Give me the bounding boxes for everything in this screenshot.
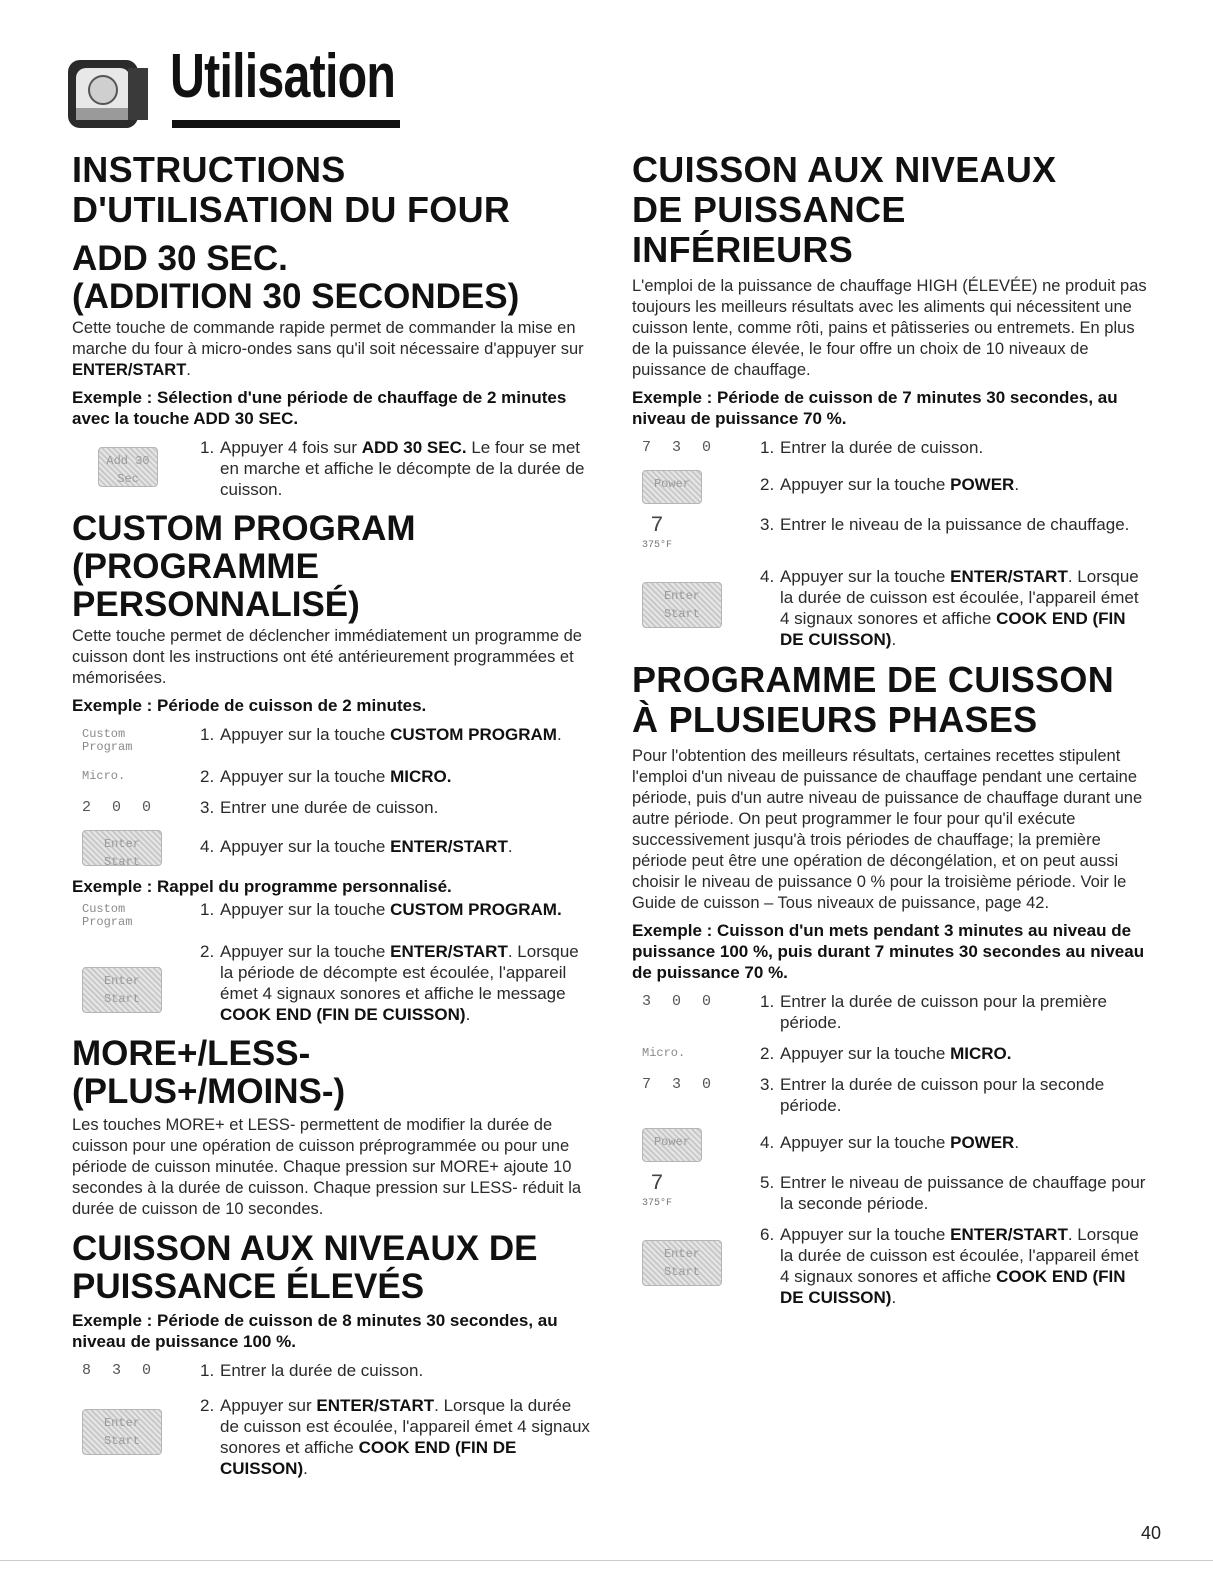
custom-body: Cette touche permet de déclencher immédiatement un programme de cuisson dont les instructions ont été antérieurement programmées et mémorisées. — [72, 627, 582, 687]
low-step-4: Enter Start 4. Appuyer sur la touche ENTER/START. Lorsque la durée de cuisson est écoulée, l'appareil émet 4 signaux sonores et affiche COOK END (FIN DE CUISSON). — [632, 566, 1152, 650]
custom-step-3: 2 0 0 3. Entrer une durée de cuisson. — [82, 798, 439, 817]
custom-title-line1: CUSTOM PROGRAM — [72, 509, 416, 548]
custom-example-2: Exemple : Rappel du programme personnalisé. — [72, 877, 452, 896]
multi-step-1: 3 0 0 1. Entrer la durée de cuisson pour la première période. — [642, 992, 1107, 1032]
low-step-2: Power 2. Appuyer sur la touche POWER. — [632, 468, 1152, 504]
enter-start-key-icon: Enter Start — [82, 967, 162, 1013]
multi-phase-title: PROGRAMME DE CUISSON À PLUSIEURS PHASES — [632, 659, 1115, 740]
high-power-example: Exemple : Période de cuisson de 8 minutes 30 secondes, au niveau de puissance 100 %. — [72, 1311, 558, 1351]
bottom-divider — [0, 1560, 1213, 1561]
enter-start-key-icon: Enter Start — [82, 830, 162, 866]
page-title: Utilisation — [170, 42, 396, 111]
custom-program-key-icon: Custom Program — [82, 902, 133, 929]
custom-example-1: Exemple : Période de cuisson de 2 minutes. — [72, 696, 427, 715]
custom-step-1: Custom Program 1. Appuyer sur la touche CUSTOM PROGRAM. — [82, 725, 562, 754]
digits-display-icon: 3 0 0 — [642, 993, 718, 1010]
title-underline — [172, 120, 400, 128]
enter-start-key-icon: Enter Start — [642, 582, 722, 628]
power-key-icon: Power — [642, 1128, 702, 1162]
add30-step-1: Add 30 Sec 1. Appuyer 4 fois sur ADD 30 SEC. Le four se met en marche et affiche le décompte de la durée de cuisson. — [72, 437, 592, 500]
low-step-3: 7 375°F 3. Entrer le niveau de la puissance de chauffage. — [632, 514, 1152, 556]
custom-step-4: Enter Start 4. Appuyer sur la touche ENTER/START. — [72, 828, 592, 866]
right-column — [632, 150, 1152, 1318]
low-power-title: CUISSON AUX NIVEAUX DE PUISSANCE INFÉRIEURS — [632, 149, 1057, 270]
custom-title — [72, 510, 592, 624]
temperature-display-icon: 7 375°F — [642, 513, 673, 551]
digits-display-icon: 7 3 0 — [642, 1076, 718, 1093]
multi-step-3: 7 3 0 3. Entrer la durée de cuisson pour la seconde période. — [642, 1075, 1105, 1115]
high-step-1: 8 3 0 1. Entrer la durée de cuisson. — [82, 1361, 424, 1380]
page-number: 40 — [1140, 1523, 1161, 1543]
recall-step-1: Custom Program 1. Appuyer sur la touche CUSTOM PROGRAM. — [82, 900, 562, 929]
low-power-body: L'emploi de la puissance de chauffage HIGH (ÉLEVÉE) ne produit pas toujours les meilleurs résultats avec les aliments qui nécessitent une cuisson lente, comme rôti, pains et pâtisseries ou entremets. En plus de la puissance élevée, le four offre un choix de 10 niveaux de puissance de chauffage. — [632, 277, 1147, 379]
multi-step-4: Power 4. Appuyer sur la touche POWER. — [632, 1126, 1152, 1162]
add30-title — [72, 240, 592, 316]
low-power-example: Exemple : Période de cuisson de 7 minutes 30 secondes, au niveau de puissance 70 %. — [632, 388, 1118, 428]
add30-title-line1: ADD 30 SEC. — [72, 239, 288, 278]
digits-display-icon: 7 3 0 — [642, 439, 718, 456]
high-power-title: CUISSON AUX NIVEAUX DE PUISSANCE ÉLEVÉS — [72, 1229, 538, 1306]
more-less-body: Les touches MORE+ et LESS- permettent de modifier la durée de cuisson pour une opération de cuisson préprogrammée ou pour une période de cuisson minutée. Chaque pression sur MORE+ ajoute 10 secondes à la durée de cuisson. Chaque pression sur LESS- réduit la durée de cuisson de 10 secondes. — [72, 1116, 582, 1218]
add-30-sec-key-icon: Add 30 Sec — [98, 447, 158, 487]
enter-start-key-icon: Enter Start — [82, 1409, 162, 1455]
custom-title-line2: (PROGRAMME PERSONNALISÉ) — [72, 547, 360, 624]
custom-step-2: Micro. 2. Appuyer sur la touche MICRO. — [82, 767, 452, 786]
digits-display-icon: 2 0 0 — [82, 799, 158, 816]
multi-step-6: Enter Start 6. Appuyer sur la touche ENTER/START. Lorsque la durée de cuisson est écoulée, l'appareil émet 4 signaux sonores et affiche COOK END (FIN DE CUISSON). — [632, 1224, 1152, 1308]
high-step-2: Enter Start 2. Appuyer sur ENTER/START. Lorsque la durée de cuisson est écoulée, l'appareil émet 4 signaux sonores et affiche COOK END (FIN DE CUISSON). — [72, 1395, 592, 1479]
enter-start-key-icon: Enter Start — [642, 1240, 722, 1286]
add30-title-line2: (ADDITION 30 SECONDES) — [72, 277, 520, 316]
multi-step-5: 7 375°F 5. Entrer le niveau de puissance de chauffage pour la seconde période. — [642, 1171, 1146, 1213]
custom-program-key-icon: Custom Program — [82, 727, 133, 754]
page-header — [66, 38, 406, 128]
low-step-1: 7 3 0 1. Entrer la durée de cuisson. — [642, 438, 984, 457]
multi-step-2: Micro. 2. Appuyer sur la touche MICRO. — [642, 1044, 1012, 1063]
temperature-display-icon: 7 375°F — [642, 1171, 673, 1209]
add30-body: Cette touche de commande rapide permet de commander la mise en marche du four à micro-ondes sans qu'il soit nécessaire d'appuyer sur ENTER/START. — [72, 319, 584, 379]
add30-example: Exemple : Sélection d'une période de chauffage de 2 minutes avec la touche ADD 30 SEC. — [72, 388, 567, 428]
power-key-icon: Power — [642, 470, 702, 504]
oven-icon — [66, 52, 158, 134]
micro-key-icon: Micro. — [642, 1046, 686, 1060]
left-column — [72, 150, 592, 1489]
micro-key-icon: Micro. — [82, 769, 126, 783]
digits-display-icon: 8 3 0 — [82, 1362, 158, 1379]
main-title: INSTRUCTIONS D'UTILISATION DU FOUR — [72, 149, 511, 230]
multi-phase-body: Pour l'obtention des meilleurs résultats, certaines recettes stipulent l'emploi d'un niveau de puissance de chauffage pendant une certaine période, puis d'un autre niveau de puissance de chauffage durant une autre période. On peut programmer le four pour qu'il exécute successivement jusqu'à trois périodes de chauffage; la première période peut être une opération de décongélation, et on peut aussi choisir le niveau de puissance 0 % pour la troisième période. Voir le Guide de cuisson – Tous niveaux de puissance, page 42. — [632, 747, 1143, 912]
multi-phase-example: Exemple : Cuisson d'un mets pendant 3 minutes au niveau de puissance 100 %, puis durant 7 minutes 30 secondes au niveau de puissance 70 %. — [632, 921, 1145, 982]
more-less-title: MORE+/LESS- (PLUS+/MOINS-) — [72, 1034, 346, 1111]
recall-step-2: Enter Start 2. Appuyer sur la touche ENTER/START. Lorsque la période de décompte est écoulée, l'appareil émet 4 signaux sonores et affiche le message COOK END (FIN DE CUISSON). — [72, 941, 592, 1025]
